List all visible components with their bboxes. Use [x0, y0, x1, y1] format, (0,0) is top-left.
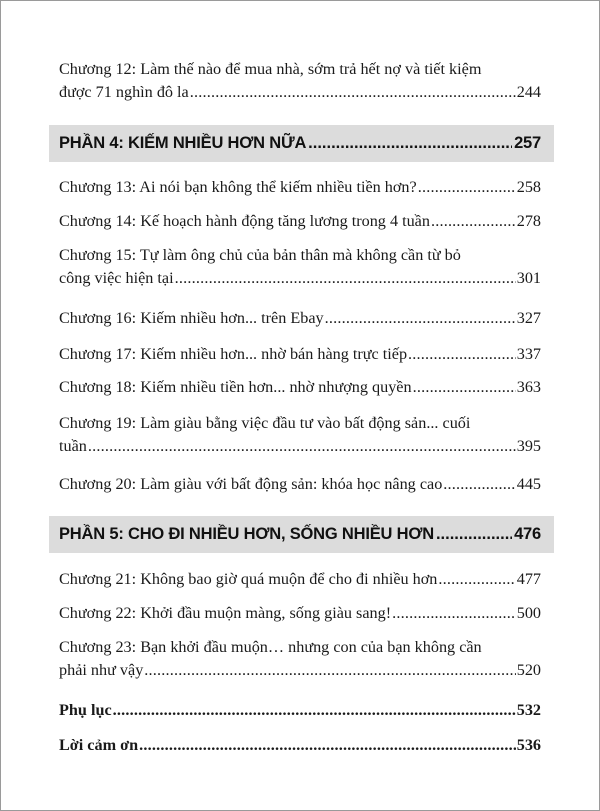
toc-entry-title-line-1: Chương 12: Làm thế nào để mua nhà, sớm trả hết nợ và tiết kiệm: [59, 60, 482, 78]
toc-entry-chapter-15: [59, 244, 541, 290]
toc-page-number: 395: [516, 437, 541, 455]
toc-entry-chapter-23: [59, 636, 541, 682]
toc-entry-title-line-1: Chương 23: Bạn khởi đầu muộn… nhưng con của bạn không cần: [59, 638, 482, 656]
dot-leader: [144, 659, 515, 682]
toc-entry-title: Chương 20: Làm giàu với bất động sản: khóa học nâng cao: [59, 475, 443, 493]
toc-entry-title: Chương 22: Khởi đầu muộn màng, sống giàu sang!: [59, 604, 392, 622]
dot-leader: [190, 81, 516, 104]
toc-entry-chapter-21: [59, 568, 541, 591]
toc-entry-title: Phụ lục: [59, 701, 112, 719]
toc-entry-title-line-2: tuần: [59, 437, 87, 455]
toc-entry-title-line-2: được 71 nghìn đô la: [59, 83, 189, 101]
part-4-heading: [59, 125, 541, 162]
toc-page-number: 244: [516, 83, 541, 101]
toc-page-number: 500: [516, 604, 541, 622]
toc-page-number: 536: [516, 736, 541, 754]
dot-leader: [438, 568, 515, 591]
toc-page-number: 327: [516, 309, 541, 327]
dot-leader: [392, 602, 516, 625]
dot-leader: [113, 699, 516, 722]
toc-page-number: 532: [516, 701, 541, 719]
toc-page-number: 520: [516, 661, 541, 679]
dot-leader: [443, 473, 515, 496]
toc-entry-chapter-16: [59, 307, 541, 330]
toc-entry-acknowledgements: [59, 734, 541, 757]
toc-page-number: 301: [516, 269, 541, 287]
dot-leader: [431, 210, 516, 233]
part-5-page-number: 476: [514, 525, 541, 543]
toc-entry-chapter-12: [59, 58, 541, 104]
toc-entry-title-line-2: công việc hiện tại: [59, 269, 174, 287]
toc-entry-title: Lời cảm ơn: [59, 736, 139, 754]
toc-entry-chapter-17: [59, 343, 541, 366]
toc-entry-title: Chương 21: Không bao giờ quá muộn để cho đi nhiều hơn: [59, 570, 438, 588]
part-4-title: PHẦN 4: KIẾM NHIỀU HƠN NỮA: [59, 134, 307, 152]
toc-entry-appendix: [59, 699, 541, 722]
toc-entry-chapter-22: [59, 602, 541, 625]
toc-page-number: 477: [516, 570, 541, 588]
toc-entry-title-line-1: Chương 15: Tự làm ông chủ của bản thân mà không cần từ bỏ: [59, 246, 461, 264]
toc-page-number: 363: [516, 378, 541, 396]
toc-page-number: 337: [516, 345, 541, 363]
part-5-title: PHẦN 5: CHO ĐI NHIỀU HƠN, SỐNG NHIỀU HƠN: [59, 525, 434, 543]
toc-entry-title-line-1: Chương 19: Làm giàu bằng việc đầu tư vào bất động sản... cuối: [59, 414, 471, 432]
toc-entry-title: Chương 14: Kế hoạch hành động tăng lương trong 4 tuần: [59, 212, 430, 230]
dot-leader: [408, 343, 516, 366]
dot-leader: [139, 734, 516, 757]
toc-entry-title: Chương 16: Kiếm nhiều hơn... trên Ebay: [59, 309, 324, 327]
toc-entry-chapter-19: [59, 412, 541, 458]
toc-entry-title: Chương 18: Kiếm nhiều tiền hơn... nhờ nhượng quyền: [59, 378, 412, 396]
dot-leader: [325, 307, 516, 330]
toc-page-number: 445: [516, 475, 541, 493]
toc-entry-chapter-18: [59, 376, 541, 399]
toc-entry-line-2: [59, 81, 541, 104]
dot-leader: [413, 376, 516, 399]
toc-entry-line-1: [59, 58, 541, 81]
dot-leader: [88, 435, 516, 458]
dot-leader: [175, 267, 516, 290]
dot-leader: [308, 134, 512, 153]
toc-entry-chapter-13: [59, 176, 541, 199]
part-4-page-number: 257: [514, 134, 541, 152]
toc-page-number: 258: [516, 178, 541, 196]
part-5-heading: [59, 516, 541, 553]
dot-leader: [418, 176, 516, 199]
toc-entry-chapter-20: [59, 473, 541, 496]
dot-leader: [436, 525, 512, 544]
toc-page-number: 278: [516, 212, 541, 230]
toc-entry-title-line-2: phải như vậy: [59, 661, 144, 679]
toc-entry-title: Chương 13: Ai nói bạn không thể kiếm nhiều tiền hơn?: [59, 178, 417, 196]
toc-entry-title: Chương 17: Kiếm nhiều hơn... nhờ bán hàng trực tiếp: [59, 345, 408, 363]
toc-entry-chapter-14: [59, 210, 541, 233]
